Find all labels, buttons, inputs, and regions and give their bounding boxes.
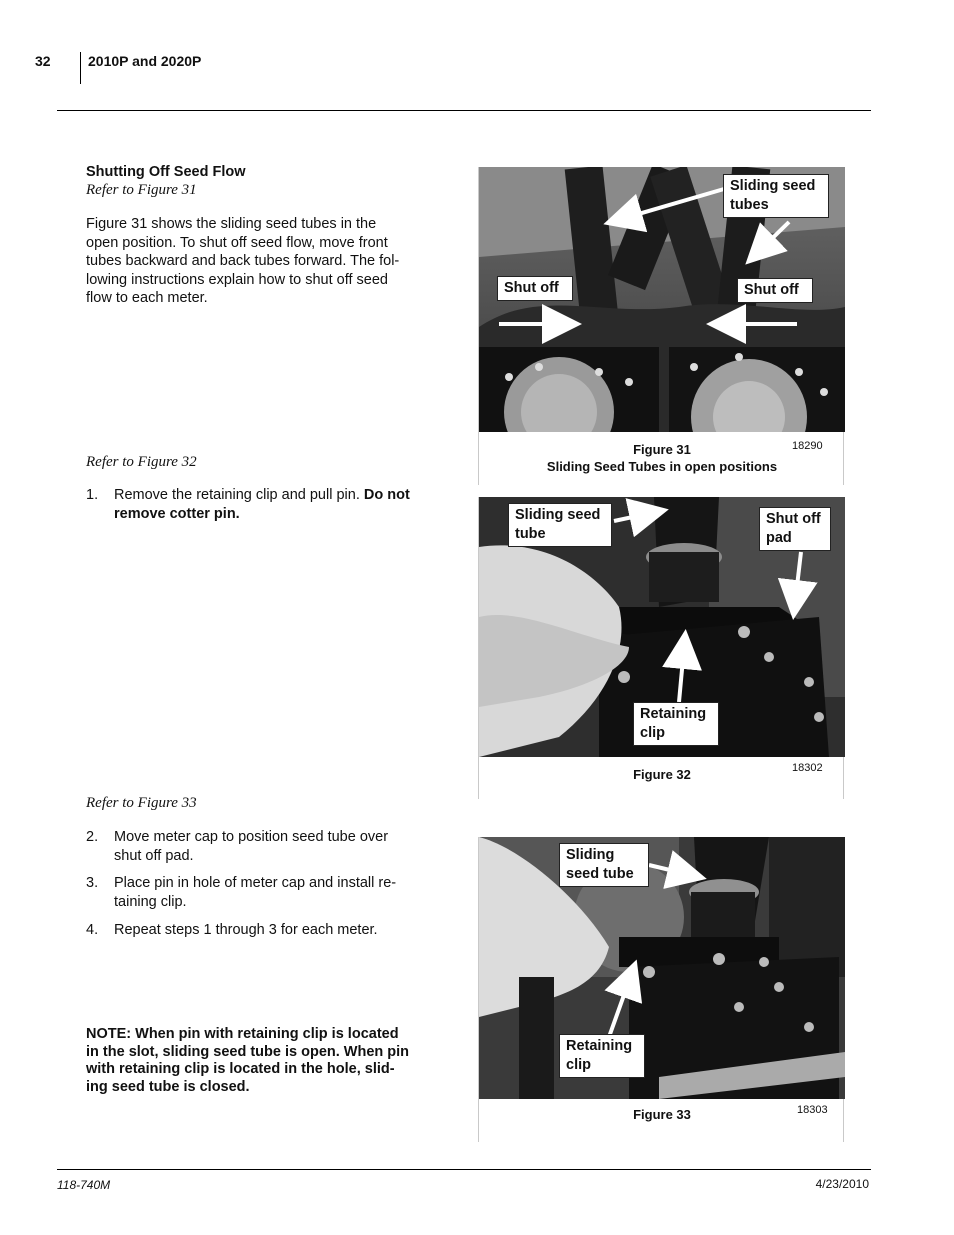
step-warning: Do not remove cotter pin. xyxy=(114,487,410,522)
step-1 xyxy=(86,486,426,523)
note-line: ing seed tube is closed. xyxy=(86,1078,250,1095)
footer-rule xyxy=(57,1169,871,1170)
step-2 xyxy=(86,828,426,865)
figure-31-title: Sliding Seed Tubes in open positions xyxy=(546,459,778,474)
step-4 xyxy=(86,921,426,940)
intro-line: Figure 31 shows the sliding seed tubes in the xyxy=(86,216,377,232)
figure-31 xyxy=(478,167,844,485)
figure-33-label: Figure 33 xyxy=(633,1107,691,1122)
figure-33 xyxy=(478,837,844,1142)
figure-33-photo xyxy=(479,837,845,1099)
step-3 xyxy=(86,874,426,911)
note-block xyxy=(86,1026,426,1096)
figure-32 xyxy=(478,497,844,799)
callout-sliding-seed-tubes: Sliding seed tubes xyxy=(723,174,829,218)
model-title: 2010P and 2020P xyxy=(88,53,202,69)
section-heading: Shutting Off Seed Flow xyxy=(86,164,246,180)
step-number: 3. xyxy=(86,875,99,891)
step-line: taining clip. xyxy=(114,893,187,910)
step-number: 1. xyxy=(86,487,99,503)
callout-retaining-clip: Retaining clip xyxy=(633,702,719,746)
figure-33-id: 18303 xyxy=(797,1104,828,1116)
step-line: Move meter cap to position seed tube over xyxy=(114,829,389,845)
doc-date: 4/23/2010 xyxy=(815,1177,869,1191)
intro-line: lowing instructions explain how to shut off seed xyxy=(86,271,388,288)
step-number: 2. xyxy=(86,829,99,845)
step-line: Place pin in hole of meter cap and install re- xyxy=(114,875,397,891)
callout-sliding-seed-tube: Sliding seed tube xyxy=(508,503,612,547)
figure-31-label: Figure 31 xyxy=(633,442,691,457)
callout-shut-off-pad: Shut off pad xyxy=(759,507,831,551)
page-number: 32 xyxy=(35,53,51,69)
step-text: Remove the retaining clip and pull pin. xyxy=(114,487,360,503)
intro-line: tubes backward and back tubes forward. The fol- xyxy=(86,253,400,269)
header-divider xyxy=(80,52,81,84)
callout-shut-off-right: Shut off xyxy=(737,278,813,303)
callout-shut-off-left: Shut off xyxy=(497,276,573,301)
ref-figure-33: Refer to Figure 33 xyxy=(86,795,197,811)
intro-paragraph xyxy=(86,215,426,308)
intro-line: open position. To shut off seed flow, move front xyxy=(86,234,388,251)
figure-32-label: Figure 32 xyxy=(633,767,691,782)
note-line: NOTE: When pin with retaining clip is located xyxy=(86,1026,399,1042)
intro-line: flow to each meter. xyxy=(86,290,208,306)
doc-number: 118-740M xyxy=(57,1178,111,1192)
figure-32-id: 18302 xyxy=(792,762,823,774)
callout-retaining-clip: Retaining clip xyxy=(559,1034,645,1078)
ref-figure-32: Refer to Figure 32 xyxy=(86,454,197,470)
note-line: with retaining clip is located in the hole, slid- xyxy=(86,1061,395,1077)
step-number: 4. xyxy=(86,922,99,938)
note-line: in the slot, sliding seed tube is open. When pin xyxy=(86,1043,410,1060)
figure-31-id: 18290 xyxy=(792,440,823,452)
step-line: shut off pad. xyxy=(114,847,194,864)
ref-figure-31: Refer to Figure 31 xyxy=(86,182,197,198)
header-rule xyxy=(57,110,871,111)
callout-sliding-seed-tube: Sliding seed tube xyxy=(559,843,649,887)
step-line: Repeat steps 1 through 3 for each meter. xyxy=(114,922,378,938)
